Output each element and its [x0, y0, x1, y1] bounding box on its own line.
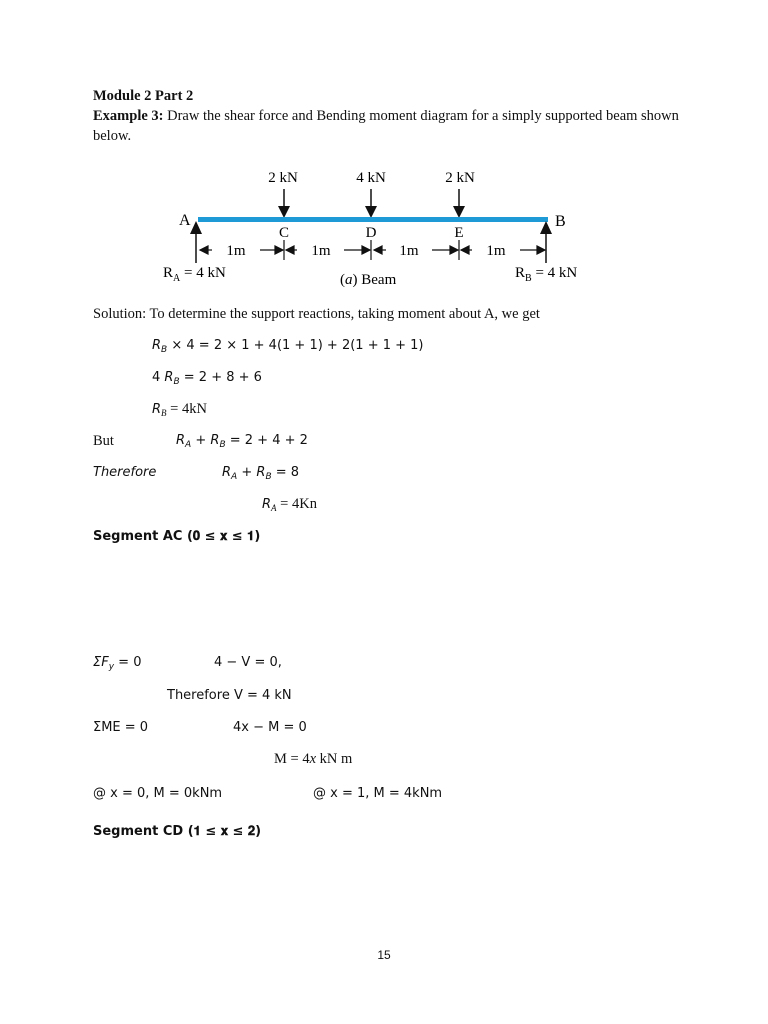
load-label-c: 2 kN — [268, 170, 298, 186]
segment-ac-heading: Segment AC (𝟎 ≤ 𝐱 ≤ 𝟏) — [93, 529, 261, 544]
moment-result: M = 4x kN m — [274, 751, 353, 767]
equation-sum-reactions: $R_A + R_B = 2 + 4 + 2$ — [176, 433, 308, 450]
reaction-a-label: $R_A = 4$ kN — [163, 265, 226, 284]
moment-at-x0: @ x = 0, M = 0kNm — [93, 786, 223, 801]
segment-cd-heading: Segment CD (𝟏 ≤ 𝐱 ≤ 𝟐) — [93, 824, 262, 839]
equation-sum-eight: $R_A + R_B = 8$ — [222, 465, 300, 482]
equation-rb: $R_B = 4kN$ — [152, 401, 207, 418]
point-label-c: C — [278, 225, 290, 241]
example-text: Draw the shear force and Bending moment diagram for a simply supported beam shown below. — [93, 108, 679, 144]
equation-simplified: 4 $R_B = 2 + 8 + 6$ — [152, 370, 262, 387]
point-label-d: D — [365, 225, 377, 241]
point-label-e: E — [454, 225, 464, 241]
point-label-a: A — [179, 212, 191, 229]
shear-result: Therefore V = 4 kN — [167, 688, 292, 703]
load-label-d: 4 kN — [356, 170, 386, 186]
moment-at-x1: @ x = 1, M = 4kNm — [313, 786, 443, 801]
solution-intro: Solution: To determine the support reactions, taking moment about A, we get — [93, 306, 540, 322]
span-label-de: 1m — [399, 243, 419, 259]
beam-diagram — [150, 160, 620, 295]
beam — [198, 217, 548, 222]
reaction-arrow-a — [190, 221, 202, 263]
but-label: But — [93, 433, 114, 449]
page-number: 15 — [377, 948, 391, 962]
load-arrow-d — [365, 189, 377, 218]
sum-fy: $\Sigma F_y = 0$ — [93, 655, 142, 672]
span-label-eb: 1m — [486, 243, 506, 259]
therefore-label: Therefore — [93, 465, 157, 480]
figure-caption: (a) Beam — [340, 272, 397, 288]
load-arrow-c — [278, 189, 290, 218]
equation-ra: $R_A = 4Kn$ — [262, 496, 317, 513]
example-label: Example 3: — [93, 108, 164, 124]
equation-moment: $R_B \times 4 = 2 \times 1 + 4(1 + 1) + 2(1 + 1 + 1)$ — [152, 338, 424, 355]
moment-equation: 4x − M = 0 — [233, 720, 307, 735]
shear-equation: 4 − V = 0, — [214, 655, 282, 670]
load-arrow-e — [453, 189, 465, 218]
span-label-ac: 1m — [226, 243, 246, 259]
point-label-b: B — [555, 213, 566, 230]
module-heading: Module 2 Part 2 — [93, 88, 194, 104]
load-label-e: 2 kN — [445, 170, 475, 186]
example-statement — [93, 106, 693, 146]
reaction-b-label: $R_B = 4$ kN — [515, 265, 578, 284]
reaction-arrow-b — [540, 221, 552, 263]
sum-moment: ΣME = 0 — [93, 720, 149, 735]
span-label-cd: 1m — [311, 243, 331, 259]
